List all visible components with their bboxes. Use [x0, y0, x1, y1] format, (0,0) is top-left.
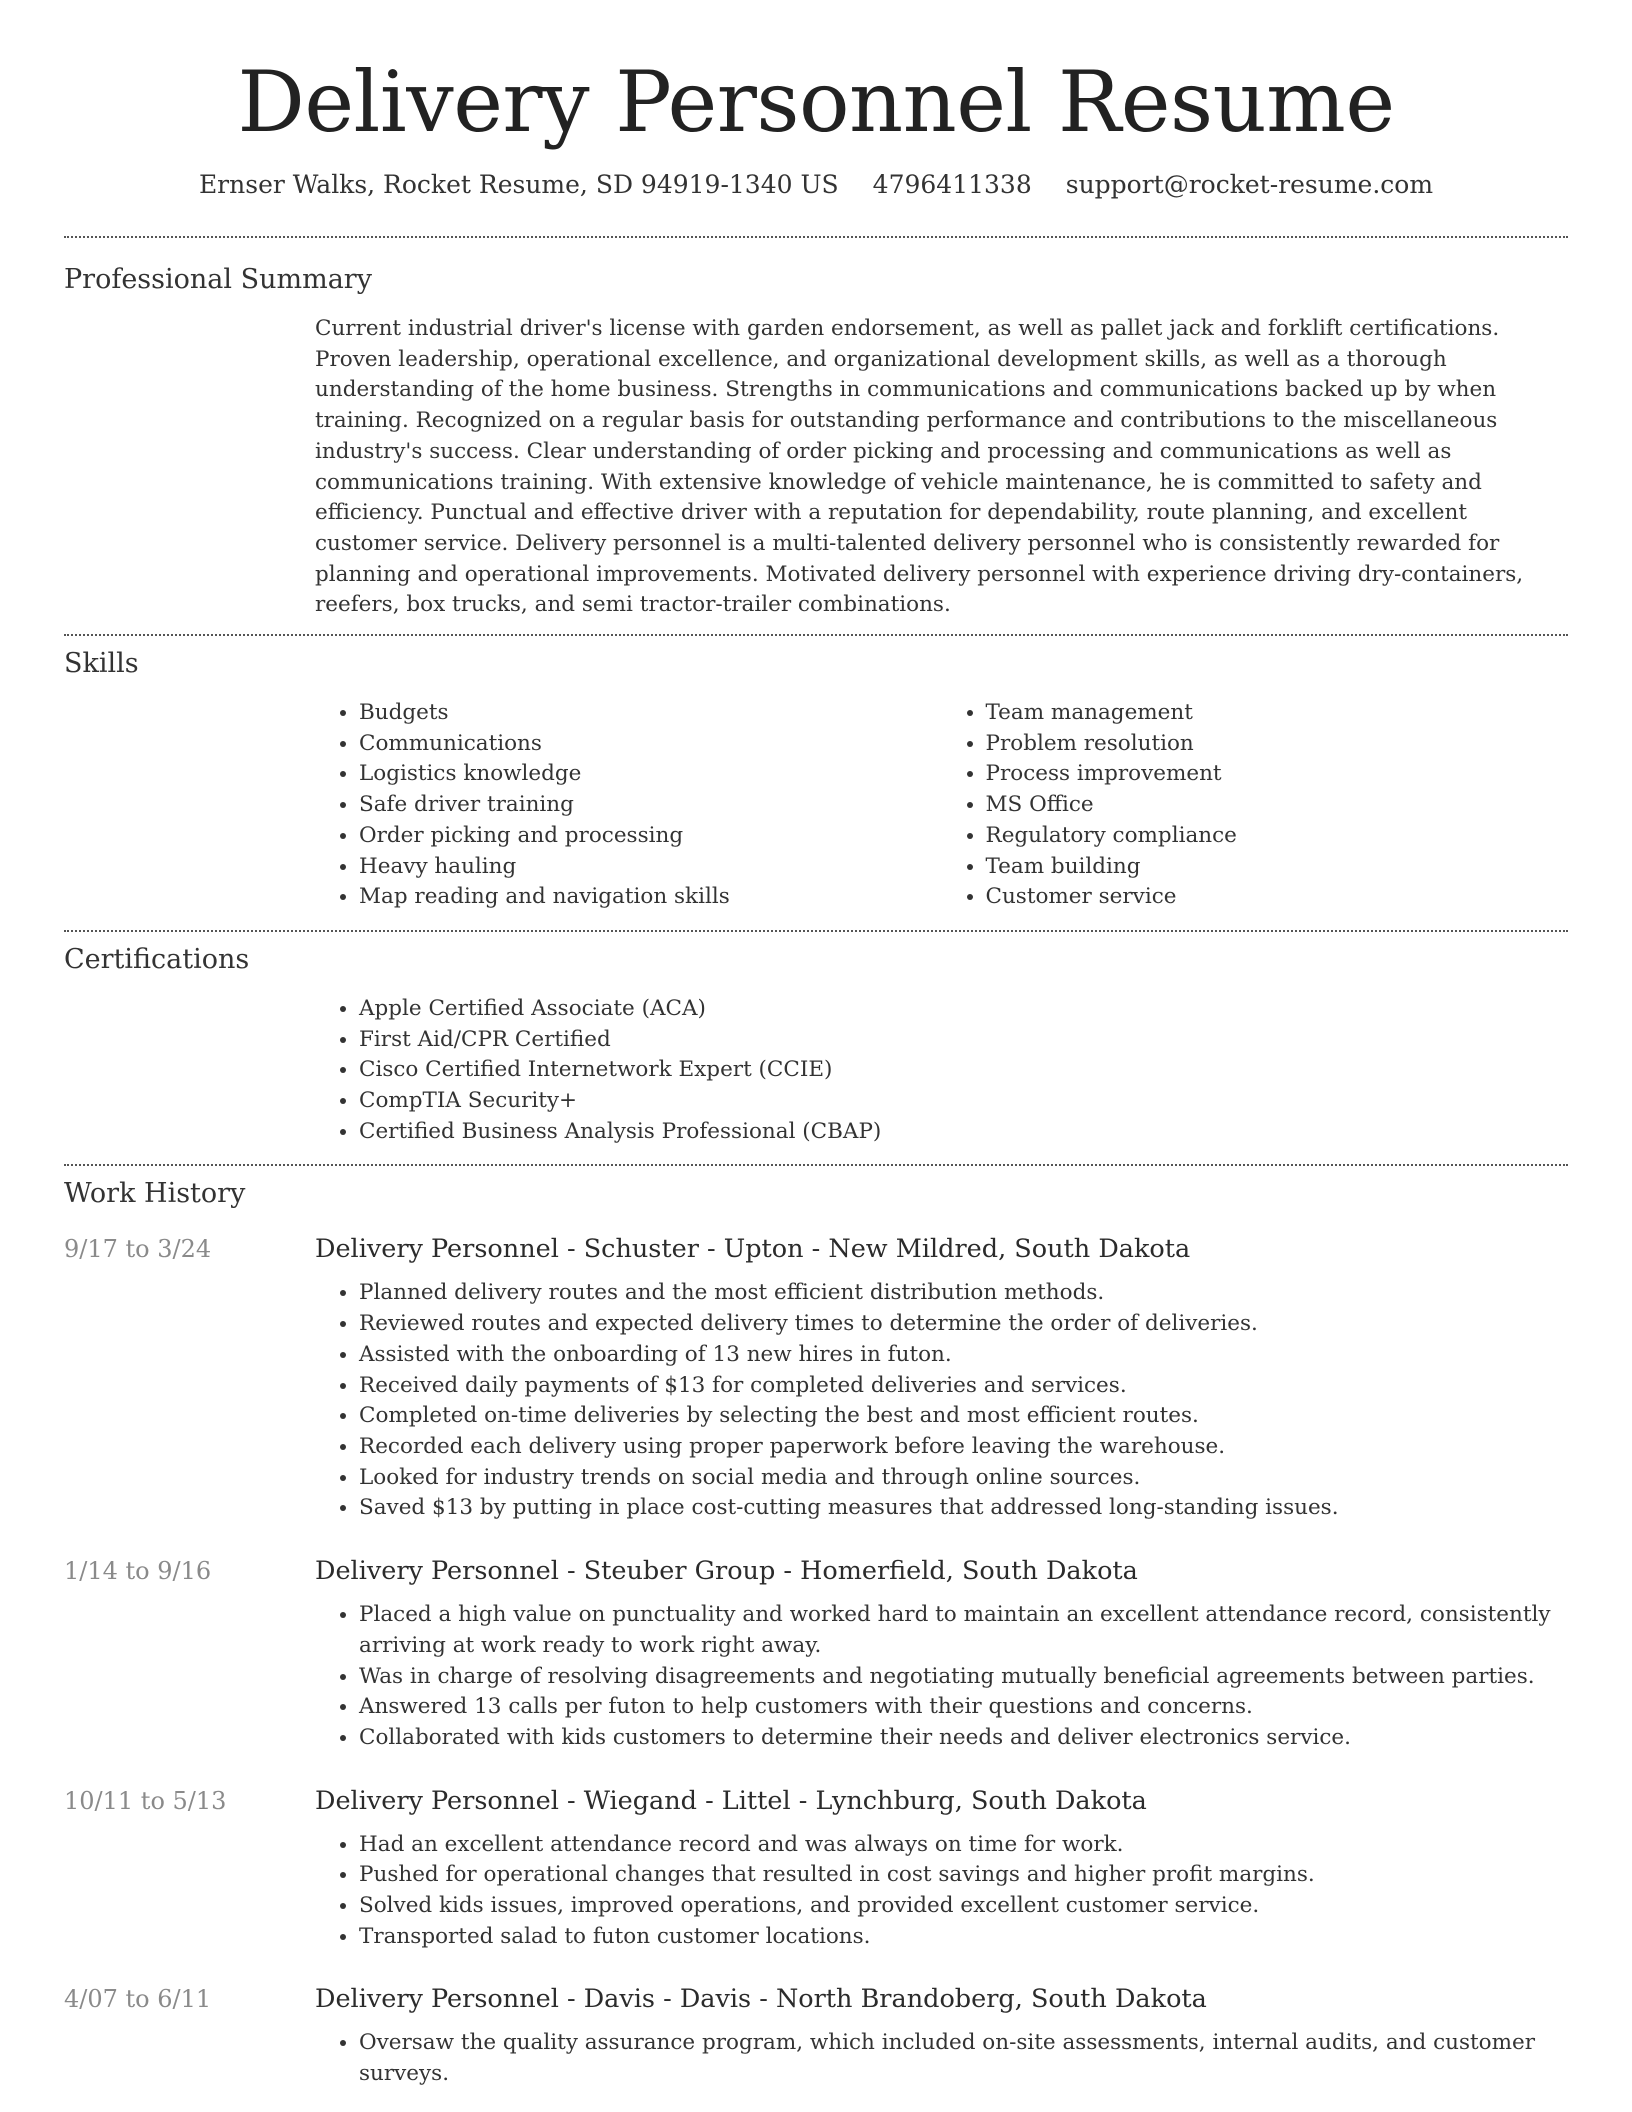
- certifications-list: [315, 994, 1568, 1148]
- contact-phone: 4796411338: [872, 170, 1032, 199]
- job-entry: [64, 1982, 1568, 2089]
- job-body: [315, 1784, 1568, 1953]
- skills-list-right: [942, 698, 1569, 913]
- job-bullets: [315, 2028, 1568, 2089]
- list-item: • Received daily payments of $13 for completed deliveries and services.: [359, 1371, 1568, 1402]
- list-item: • Process improvement: [986, 759, 1569, 790]
- list-item: • Certified Business Analysis Professional (CBAP): [359, 1117, 1568, 1148]
- section-heading: Work History: [64, 1178, 246, 1210]
- job-title: Delivery Personnel - Davis - Davis - North Brandoberg, South Dakota: [315, 1984, 1207, 2015]
- skills-list-left: [315, 698, 942, 913]
- list-item: • Team management: [986, 698, 1569, 729]
- list-item: • Collaborated with kids customers to determine their needs and deliver electronics service.: [359, 1723, 1568, 1754]
- list-item: • Solved kids issues, improved operations, and provided excellent customer service.: [359, 1891, 1568, 1922]
- job-body: [315, 1232, 1568, 1524]
- job-dates: 4/07 to 6/11: [64, 1985, 212, 2014]
- job-body: [315, 1982, 1568, 2089]
- list-item: • Cisco Certified Internetwork Expert (CCIE): [359, 1055, 1568, 1086]
- job-title: Delivery Personnel - Steuber Group - Homerfield, South Dakota: [315, 1556, 1138, 1587]
- job-bullets: [315, 1600, 1568, 1754]
- list-item: • Oversaw the quality assurance program, which included on-site assessments, internal audits, and customer surveys.: [359, 2028, 1568, 2089]
- job-dates: 9/17 to 3/24: [64, 1235, 212, 1264]
- list-item: • CompTIA Security+: [359, 1086, 1568, 1117]
- section-heading: Professional Summary: [64, 264, 372, 295]
- resume-page: [64, 0, 1568, 2090]
- list-item: • Reviewed routes and expected delivery times to determine the order of deliveries.: [359, 1309, 1568, 1340]
- list-item: • Completed on-time deliveries by selecting the best and most efficient routes.: [359, 1401, 1568, 1432]
- list-item: • Assisted with the onboarding of 13 new hires in futon.: [359, 1340, 1568, 1371]
- contact-email: support@rocket-resume.com: [1065, 170, 1434, 199]
- job-bullets: [315, 1278, 1568, 1524]
- list-item: • Planned delivery routes and the most efficient distribution methods.: [359, 1278, 1568, 1309]
- jobs-list: [64, 1232, 1568, 2089]
- work-history-section: [64, 1166, 1568, 2089]
- list-item: • Recorded each delivery using proper paperwork before leaving the warehouse.: [359, 1432, 1568, 1463]
- list-item: • Heavy hauling: [359, 852, 942, 883]
- skills-section: [64, 636, 1568, 913]
- job-dates: 1/14 to 9/16: [64, 1557, 212, 1586]
- job-body: [315, 1554, 1568, 1754]
- list-item: • Order picking and processing: [359, 821, 942, 852]
- job-dates: 10/11 to 5/13: [64, 1786, 227, 1815]
- list-item: • Budgets: [359, 698, 942, 729]
- section-heading: Certifications: [64, 943, 250, 975]
- list-item: • Answered 13 calls per futon to help customers with their questions and concerns.: [359, 1692, 1568, 1723]
- list-item: • Saved $13 by putting in place cost-cutting measures that addressed long-standing issues.: [359, 1493, 1568, 1524]
- contact-line: [64, 168, 1568, 202]
- summary-content: [315, 314, 1568, 621]
- list-item: • Team building: [986, 852, 1569, 883]
- job-entry: [64, 1784, 1568, 1953]
- list-item: • Placed a high value on punctuality and worked hard to maintain an excellent attendance record, consistently arriving at work ready to work right away.: [359, 1600, 1568, 1661]
- list-item: • Customer service: [986, 882, 1569, 913]
- list-item: • Logistics knowledge: [359, 759, 942, 790]
- job-title: Delivery Personnel - Wiegand - Littel - Lynchburg, South Dakota: [315, 1785, 1147, 1816]
- list-item: • Communications: [359, 729, 942, 760]
- job-entry: [64, 1232, 1568, 1524]
- skills-columns: [315, 698, 1568, 913]
- list-item: • Looked for industry trends on social media and through online sources.: [359, 1463, 1568, 1494]
- contact-address: Ernser Walks, Rocket Resume, SD 94919-1340 US: [198, 170, 839, 199]
- summary-text: Current industrial driver's license with garden endorsement, as well as pallet jack and forklift certifications. Proven leadership, operational excellence, and organizational development skills, as well as a thorough understanding of the home business. Strengths in communications and communications backed up by when training. Recognized on a regular basis for outstanding performance and contributions to the miscellaneous industry's success. Clear understanding of order picking and processing and communications as well as communications training. With extensive knowledge of vehicle maintenance, he is committed to safety and efficiency. Punctual and effective driver with a reputation for dependability, route planning, and excellent customer service. Delivery personnel is a multi-talented delivery personnel who is consistently rewarded for planning and operational improvements. Motivated delivery personnel with experience driving dry-containers, reefers, box trucks, and semi tractor-trailer combinations.: [315, 316, 1524, 618]
- list-item: • Transported salad to futon customer locations.: [359, 1922, 1568, 1953]
- list-item: • Apple Certified Associate (ACA): [359, 994, 1568, 1025]
- list-item: • Problem resolution: [986, 729, 1569, 760]
- list-item: • Pushed for operational changes that resulted in cost savings and higher profit margins.: [359, 1860, 1568, 1891]
- list-item: • Regulatory compliance: [986, 821, 1569, 852]
- list-item: • MS Office: [986, 790, 1569, 821]
- list-item: • Was in charge of resolving disagreements and negotiating mutually beneficial agreements between parties.: [359, 1662, 1568, 1693]
- job-bullets: [315, 1830, 1568, 1953]
- resume-title: Delivery Personnel Resume: [237, 53, 1395, 151]
- section-heading: Skills: [64, 648, 139, 680]
- certifications-section: [64, 932, 1568, 1148]
- list-item: • Safe driver training: [359, 790, 942, 821]
- certifications-content: [315, 994, 1568, 1148]
- list-item: • Had an excellent attendance record and was always on time for work.: [359, 1830, 1568, 1861]
- list-item: • First Aid/CPR Certified: [359, 1025, 1568, 1056]
- job-title: Delivery Personnel - Schuster - Upton - New Mildred, South Dakota: [315, 1234, 1191, 1265]
- list-item: • Map reading and navigation skills: [359, 882, 942, 913]
- summary-section: [64, 238, 1568, 621]
- job-entry: [64, 1554, 1568, 1754]
